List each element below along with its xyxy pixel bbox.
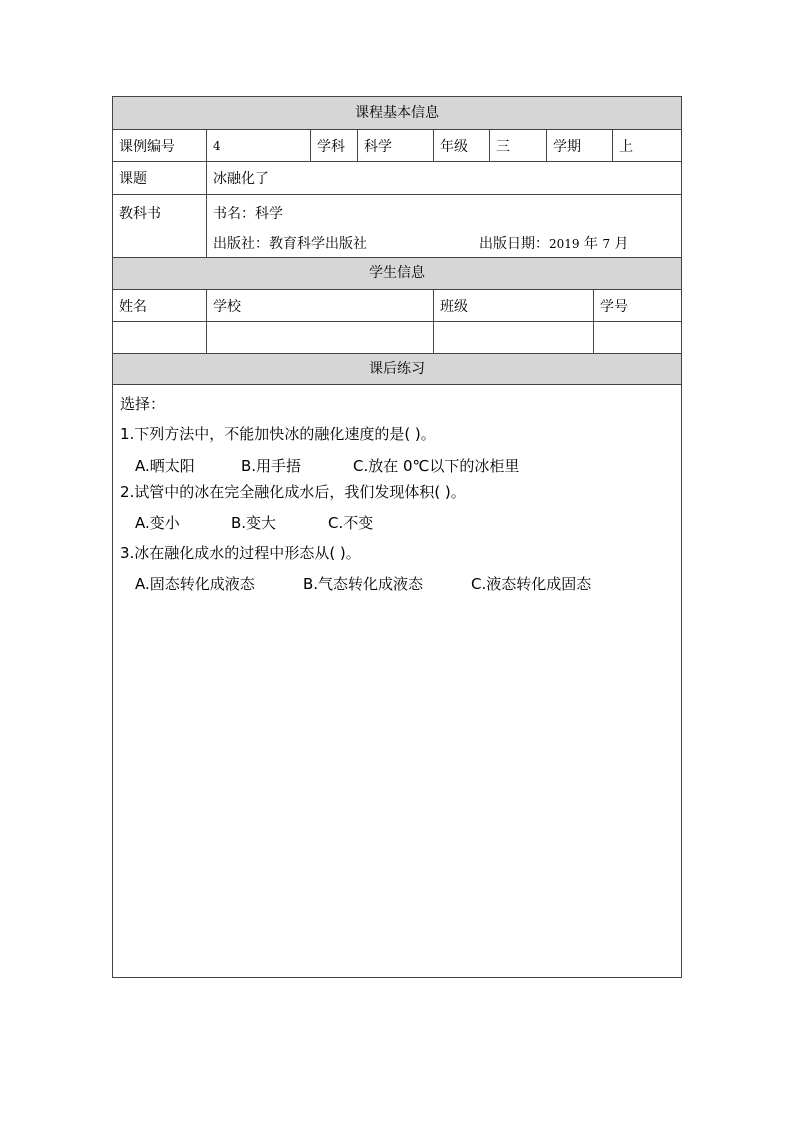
- publisher: 出版社：教育科学出版社: [213, 236, 367, 252]
- publish-date-month: 7: [602, 237, 611, 251]
- question-1-option-b: B.用手捂: [241, 457, 302, 475]
- student-info-header: [113, 258, 681, 290]
- course-meta-row: [113, 130, 681, 162]
- exercises-header: [113, 354, 681, 385]
- class-field[interactable]: [434, 322, 594, 353]
- grade-value: 三: [490, 130, 547, 161]
- textbook-label-text: 教科书: [119, 206, 161, 222]
- student-label-row: [113, 290, 681, 322]
- case-number-value: 4: [207, 130, 311, 161]
- class-label: 班级: [434, 290, 594, 321]
- course-form-table: [112, 96, 682, 978]
- question-3-option-c: C.液态转化成固态: [471, 575, 592, 593]
- question-2-stem: 2.试管中的冰在完全融化成水后，我们发现体积( )。: [120, 483, 466, 501]
- publish-date-month-unit: 月: [614, 236, 629, 252]
- publish-date-label: 出版日期：: [479, 236, 549, 252]
- question-3-option-a: A.固态转化成液态: [135, 575, 255, 593]
- question-1-stem: 1.下列方法中，不能加快冰的融化速度的是( )。: [120, 425, 436, 443]
- question-2-option-b: B.变大: [231, 514, 277, 532]
- topic-row: [113, 162, 681, 195]
- question-3-stem: 3.冰在融化成水的过程中形态从( )。: [120, 544, 361, 562]
- publish-date-year: 2019: [549, 237, 580, 251]
- case-number-label: 课例编号: [113, 130, 207, 161]
- name-label: 姓名: [113, 290, 207, 321]
- subject-value: 科学: [358, 130, 434, 161]
- student-input-row: [113, 322, 681, 354]
- student-id-field[interactable]: [594, 322, 681, 353]
- course-info-header: [113, 97, 681, 130]
- student-id-label: 学号: [600, 298, 628, 315]
- student-info-title: 学生信息: [369, 265, 425, 281]
- semester-value: 上: [619, 138, 633, 155]
- school-field[interactable]: [207, 322, 434, 353]
- publish-date-year-unit: 年: [584, 236, 598, 252]
- question-1-option-c: C.放在 0℃以下的冰柜里: [353, 457, 520, 475]
- exercise-intro: 选择：: [120, 395, 166, 413]
- question-3-option-b: B.气态转化成液态: [303, 575, 424, 593]
- question-1-option-a: A.晒太阳: [135, 457, 195, 475]
- textbook-row: [113, 195, 681, 258]
- textbook-details: [207, 195, 681, 257]
- question-2-option-a: A.变小: [135, 514, 180, 532]
- exercises-title: 课后练习: [369, 361, 425, 377]
- textbook-label: [113, 195, 207, 257]
- grade-label: 年级: [434, 130, 490, 161]
- subject-label: 学科: [311, 130, 358, 161]
- semester-label: 学期: [547, 130, 613, 161]
- book-name: 书名：科学: [213, 206, 283, 222]
- school-label: 学校: [207, 290, 434, 321]
- publish-date: [479, 233, 629, 253]
- exercises-body: [113, 385, 681, 977]
- question-2-option-c: C.不变: [328, 514, 374, 532]
- topic-value: 冰融化了: [213, 171, 269, 187]
- name-field[interactable]: [113, 322, 207, 353]
- topic-label: 课题: [113, 162, 207, 194]
- course-info-title: 课程基本信息: [355, 105, 439, 121]
